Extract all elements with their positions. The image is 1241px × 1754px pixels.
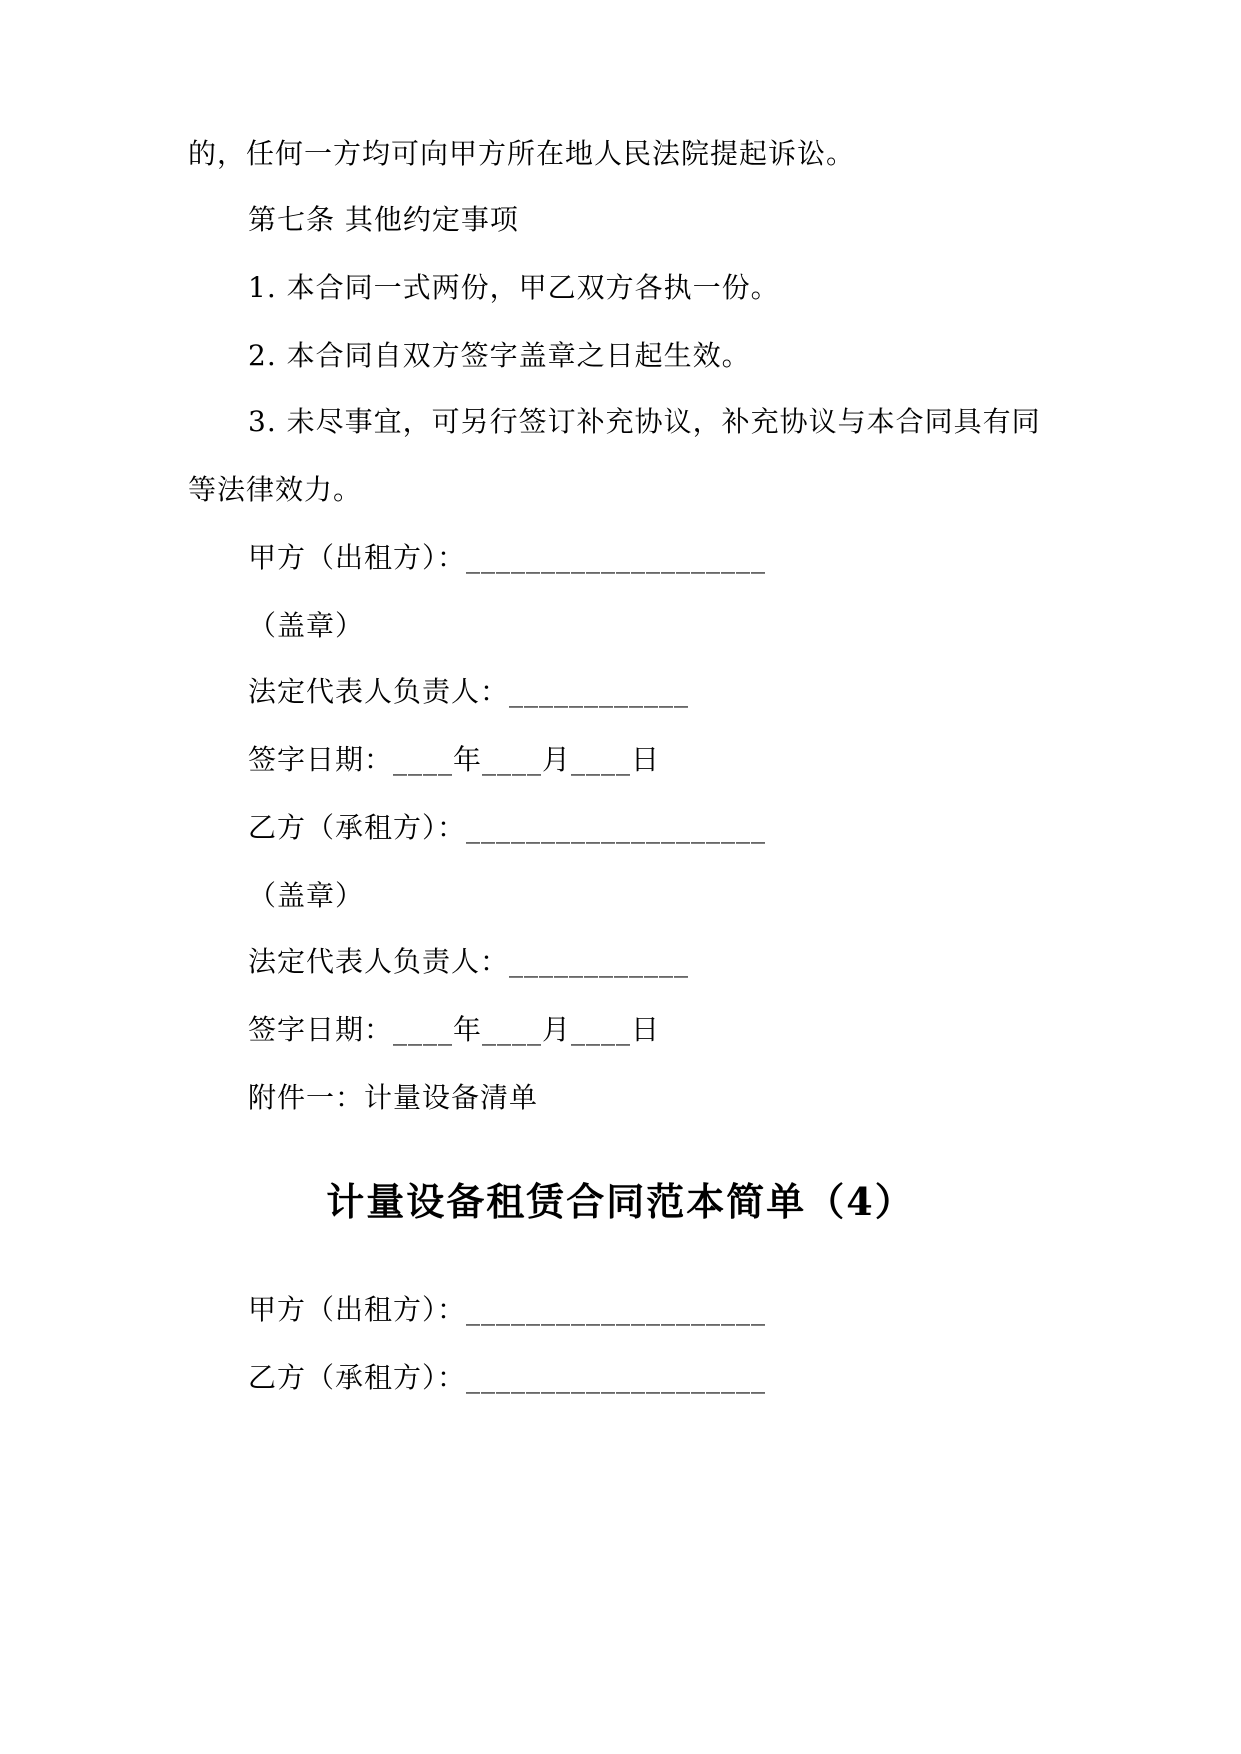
party-a-signature-field: 甲方（出租方）：____________________ (248, 1293, 767, 1326)
legal-representative-field: 法定代表人负责人：____________ (248, 675, 690, 708)
seal-label: （盖章） (248, 879, 365, 912)
clause-item: 1. 本合同一式两份，甲乙双方各执一份。 (248, 271, 780, 304)
paragraph-line: 的，任何一方均可向甲方所在地人民法院提起诉讼。 (188, 137, 856, 170)
party-b-signature-field: 乙方（承租方）：____________________ (248, 1361, 767, 1394)
paragraph-line: 等法律效力。 (188, 473, 363, 506)
section-title: 计量设备租赁合同范本简单（4） (326, 1179, 915, 1224)
article-heading: 第七条 其他约定事项 (248, 203, 519, 236)
party-a-signature-field: 甲方（出租方）：____________________ (248, 541, 767, 574)
clause-item: 3. 未尽事宜，可另行签订补充协议，补充协议与本合同具有同 (248, 405, 1041, 438)
attachment-label: 附件一：计量设备清单 (248, 1081, 539, 1114)
sign-date-field: 签字日期：____年____月____日 (248, 1013, 661, 1046)
party-b-signature-field: 乙方（承租方）：____________________ (248, 811, 767, 844)
legal-representative-field: 法定代表人负责人：____________ (248, 945, 690, 978)
sign-date-field: 签字日期：____年____月____日 (248, 743, 661, 776)
clause-item: 2. 本合同自双方签字盖章之日起生效。 (248, 339, 751, 372)
seal-label: （盖章） (248, 609, 365, 642)
